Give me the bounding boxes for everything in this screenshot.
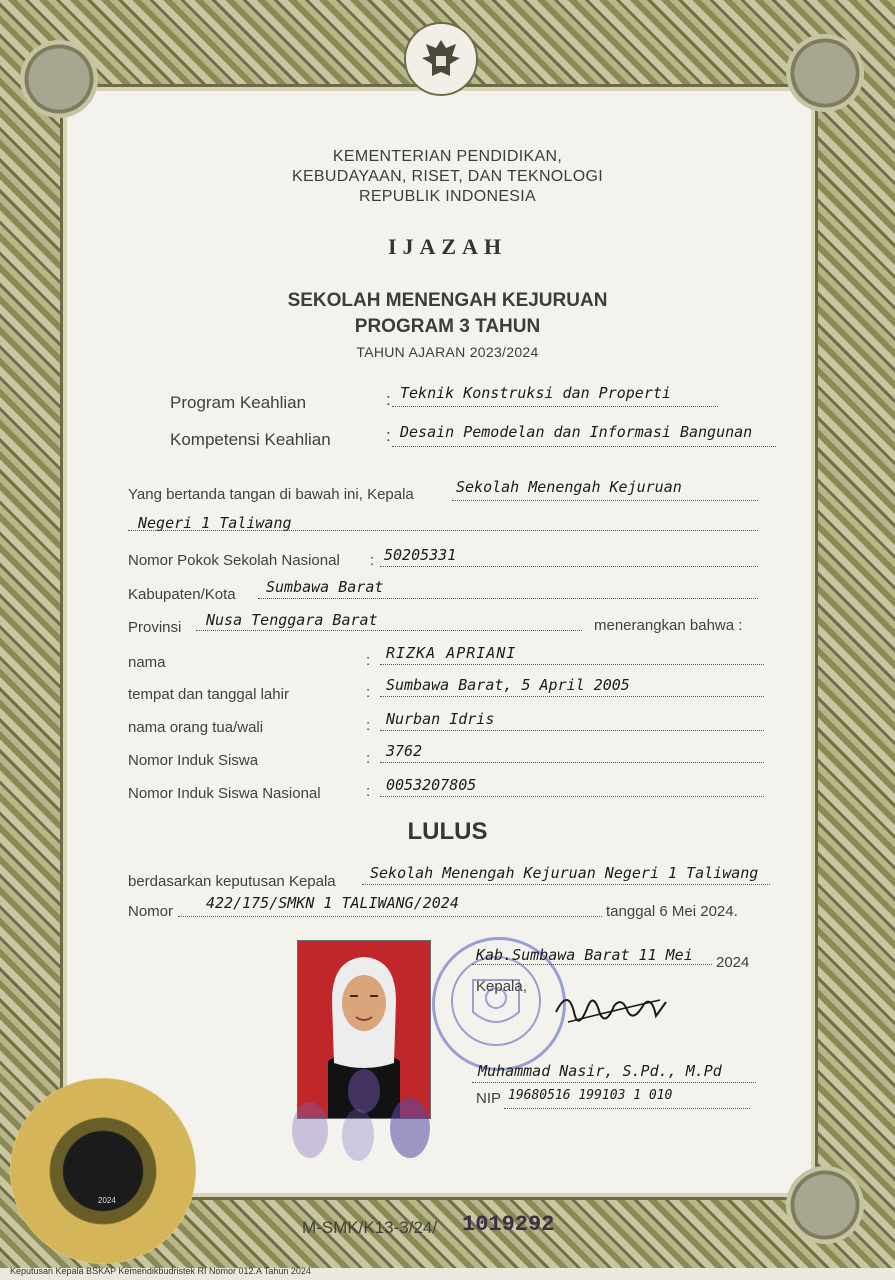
corner-medallion-top-right (786, 34, 864, 112)
school-name-line-2: Negeri 1 Taliwang (138, 514, 292, 532)
npsn-label: Nomor Pokok Sekolah Nasional (128, 552, 340, 569)
ortu-label: nama orang tua/wali (128, 719, 264, 736)
dotted-line (472, 1082, 756, 1083)
dotted-line (380, 566, 758, 567)
dotted-line (380, 664, 764, 665)
nomor-value: 422/175/SMKN 1 TALIWANG/2024 (206, 894, 459, 912)
dotted-line (392, 406, 718, 407)
kompetensi-keahlian-value: Desain Pemodelan dan Informasi Bangunan (400, 423, 753, 441)
signature-year: 2024 (716, 954, 750, 971)
ministry-line-1: KEMENTERIAN PENDIDIKAN, (332, 148, 563, 165)
colon: : (366, 717, 371, 734)
signature-scribble (548, 982, 678, 1038)
nis-value: 3762 (386, 742, 423, 760)
serial-number: 1019292 (462, 1212, 555, 1237)
dotted-line (128, 530, 758, 531)
ttl-label: tempat dan tanggal lahir (128, 686, 289, 703)
colon: : (370, 552, 375, 569)
gold-hologram-seal-icon (10, 1078, 196, 1264)
kabupaten-value: Sumbawa Barat (266, 578, 384, 596)
seal-year: 2024 (98, 1196, 116, 1205)
kompetensi-keahlian-label: Kompetensi Keahlian (170, 430, 331, 449)
corner-medallion-top-left (20, 40, 98, 118)
dotted-line (380, 796, 764, 797)
program-keahlian-value: Teknik Konstruksi dan Properti (400, 384, 671, 402)
dotted-line (196, 630, 582, 631)
nis-label: Nomor Induk Siswa (128, 752, 259, 769)
colon: : (366, 684, 371, 701)
result-status: LULUS (407, 818, 488, 845)
ttl-value: Sumbawa Barat, 5 April 2005 (386, 676, 630, 694)
provinsi-suffix: menerangkan bahwa : (594, 617, 743, 634)
kabupaten-label: Kabupaten/Kota (128, 586, 236, 603)
nip-label: NIP (476, 1090, 502, 1107)
program-duration: PROGRAM 3 TAHUN (354, 316, 541, 337)
dotted-line (380, 696, 764, 697)
footer-reference: Keputusan Kepala BSKAP Kemendikbudristek RI Nomor 012.A Tahun 2024 (10, 1266, 311, 1276)
nisn-value: 0053207805 (386, 776, 477, 794)
document-title: IJAZAH (387, 234, 508, 259)
school-type: SEKOLAH MENENGAH KEJURUAN (287, 290, 608, 311)
principal-name: Muhammad Nasir, S.Pd., M.Pd (478, 1062, 722, 1080)
provinsi-label: Provinsi (128, 619, 182, 636)
colon: : (366, 750, 371, 767)
signature-place-date: Kab.Sumbawa Barat 11 Mei (476, 946, 693, 964)
ministry-line-2: KEBUDAYAAN, RISET, DAN TEKNOLOGI (291, 168, 603, 185)
dotted-line (472, 964, 712, 965)
thumbprint-icon (280, 1080, 460, 1170)
colon: : (366, 783, 371, 800)
ortu-value: Nurban Idris (386, 710, 495, 728)
nama-value: RIZKA APRIANI (386, 644, 517, 662)
provinsi-value: Nusa Tenggara Barat (206, 611, 378, 629)
npsn-value: 50205331 (384, 546, 457, 564)
program-keahlian-label: Program Keahlian (170, 393, 307, 412)
dotted-line (380, 730, 764, 731)
nip-value: 19680516 199103 1 010 (508, 1088, 673, 1103)
dotted-line (362, 884, 770, 885)
garuda-emblem-icon (404, 22, 478, 96)
nomor-date: tanggal 6 Mei 2024. (606, 903, 738, 920)
corner-medallion-bottom-right (786, 1166, 864, 1244)
nomor-label: Nomor (128, 903, 174, 920)
colon: : (386, 426, 391, 445)
academic-year: TAHUN AJARAN 2023/2024 (356, 344, 539, 360)
decision-value: Sekolah Menengah Kejuruan Negeri 1 Taliwang (370, 864, 759, 882)
dotted-line (258, 598, 758, 599)
colon: : (366, 652, 371, 669)
colon: : (386, 390, 391, 409)
decision-label: berdasarkan keputusan Kepala (128, 873, 336, 890)
signature-role: Kepala, (476, 978, 527, 995)
dotted-line (380, 762, 764, 763)
dotted-line (504, 1108, 750, 1109)
ministry-line-3: REPUBLIK INDONESIA (358, 188, 536, 205)
dotted-line (452, 500, 758, 501)
nisn-label: Nomor Induk Siswa Nasional (128, 785, 321, 802)
dotted-line (392, 446, 776, 447)
nama-label: nama (128, 654, 166, 671)
intro-label: Yang bertanda tangan di bawah ini, Kepala (128, 486, 414, 503)
serial-prefix: M-SMK/K13-3/24/ (302, 1218, 438, 1237)
dotted-line (178, 916, 602, 917)
school-name-line-1: Sekolah Menengah Kejuruan (456, 478, 682, 496)
